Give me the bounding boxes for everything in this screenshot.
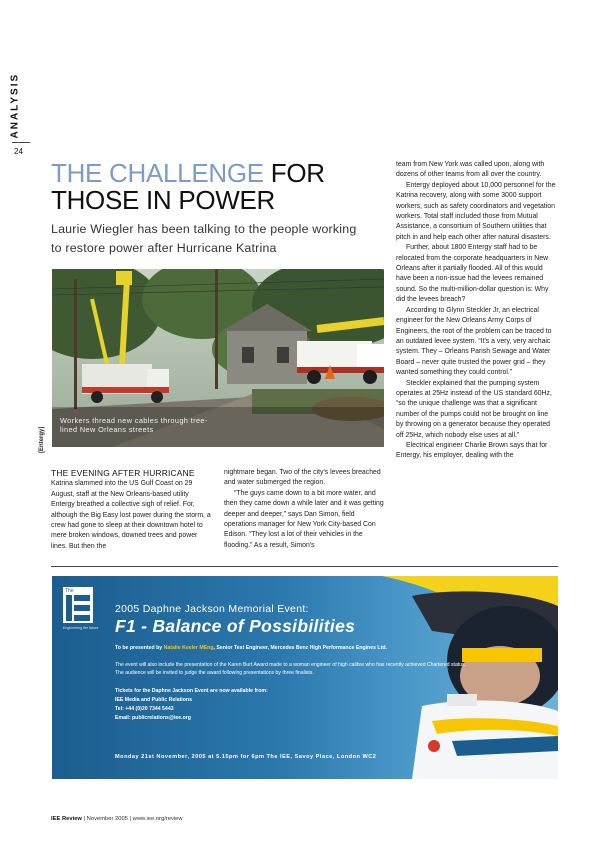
advert-presenter-line [115, 645, 387, 651]
rail-rule [12, 142, 30, 143]
article-column-1 [51, 468, 211, 552]
presented-prefix: To be presented by [115, 645, 164, 651]
advert-description: The event will also include the presentation of the Karen Burt Award made to a woman engineer of high calibre who has recently achieved Chartered status. The audience will be invited to judge the award following presentations by three finalists. [115, 662, 467, 676]
event-advert [52, 576, 558, 779]
tickets-tel: Tel: +44 (0)20 7344 5443 [115, 706, 174, 712]
advert-tickets [115, 687, 375, 723]
logo-the: The [65, 588, 74, 594]
advert-title: F1 - Balance of Possibilities [115, 616, 356, 636]
footer-details: | November 2005 | www.iee.org/review [81, 816, 183, 822]
article-paragraph: nightmare began. Two of the city's levees breached and water submerged the region. [224, 469, 381, 487]
article-paragraph: “The guys came down to a bit more water, and then they came down a while later and it was getting deeper and deeper,” says Dan Simon, field operations manager for New York City-based Con Edison. “They lost a lot of their vehicles in the flooding.” As a result, Simon's [224, 489, 384, 549]
advert-date: Monday 21st November, 2005 at 5.15pm for 6pm The IEE, Savoy Place, London WC2 [115, 754, 377, 760]
article-paragraph: According to Glynn Steckler Jr, an electrical engineer for the New Orleans Army Corps of Engineers, the root of the problem can be traced to an outdated levee system. “It's a very, very archaic system. They – Orleans Parish Sewage and Water Board – never quite trusted the power grid – they wanted something they could control.” [396, 306, 552, 377]
article-column-3 [396, 160, 556, 462]
tickets-org: IEE Media and Public Relations [115, 697, 192, 703]
section-label-text: ANALYSIS [9, 72, 21, 139]
headline-accent: THE CHALLENGE [51, 158, 264, 188]
section-label [2, 70, 28, 145]
article-paragraph: Katrina slammed into the US Gulf Coast on 29 August, staff at the New Orleans-based utility Entergy breathed a collective sigh of relief. For, although the Big Easy lost power during the storm, a crew had gone to sleep at their downtown hotel to mere broken windows, downed trees and power lines. But then the [51, 480, 211, 550]
page-number: 24 [14, 147, 23, 156]
photo-credit-text: [Entergy] [39, 426, 45, 453]
photo-caption: Workers thread new cables through tree-lined New Orleans streets [60, 416, 208, 434]
section-divider [51, 566, 558, 567]
tickets-heading: Tickets for the Daphne Jackson Event are now available from: [115, 688, 268, 694]
photo-credit [34, 412, 48, 452]
article-lead-in: THE EVENING AFTER HURRICANE [51, 468, 195, 478]
headline-line2: THOSE IN POWER [51, 185, 276, 215]
standfirst: Laurie Wiegler has been talking to the people working to restore power after Hurricane Katrina [51, 222, 357, 255]
article-paragraph: team from New York was called upon, along with dozens of other teams from all over the country. [396, 161, 545, 179]
advert-event-name: 2005 Daphne Jackson Memorial Event: [115, 603, 309, 615]
presented-suffix: , Senior Test Engineer, Mercedes Benz High Performance Engines Ltd. [213, 645, 387, 651]
article-paragraph: Further, about 1800 Entergy staff had to be relocated from the corporate headquarters in New Orleans after it partially flooded. All of this would have been a non-issue had the levees remained sound. So the multi-million-dollar question is: Why did the levees breach? [396, 244, 549, 304]
article-paragraph: Steckler explained that the pumping system operates at 25Hz instead of the US standard 60Hz, “so the unique challenge was that a significant number of the pumps could not be brought on line by throwing on a generator because they operated off 25Hz, which nobody else uses at all.” [396, 379, 552, 439]
article-paragraph: Electrical engineer Charlie Brown says that for Entergy, his employer, dealing with the [396, 441, 548, 460]
footer-publication: IEE Review [51, 816, 82, 822]
logo-tagline: Engineering the future [63, 626, 99, 630]
iee-logo-icon [66, 595, 90, 621]
presenter-name: Natalie Keeler MEng [163, 645, 214, 651]
article-column-2 [224, 468, 384, 551]
iee-logo [63, 587, 93, 623]
article-paragraph: Entergy deployed about 10,000 personnel for the Katrina recovery, along with some 3000 support workers, such as safety coordinators and vegetation workers. Total staff included those from Mutual Assistance, a consortium of Southern utilities that pitch in and help each other after natural disasters. [396, 181, 556, 241]
headline [51, 160, 371, 214]
tickets-email[interactable]: Email: publicrelations@iee.org [115, 715, 191, 721]
page-footer [51, 816, 183, 822]
headline-rest: FOR [263, 158, 325, 188]
